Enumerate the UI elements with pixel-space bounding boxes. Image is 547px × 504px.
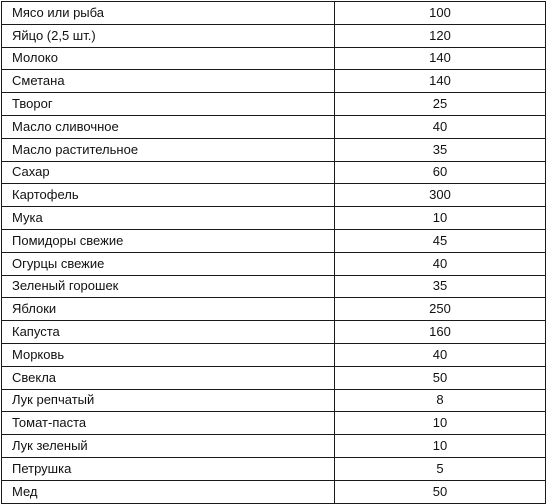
product-cell: Свекла [2,366,335,389]
product-cell: Мясо или рыба [2,2,335,25]
amount-cell: 5 [335,457,546,480]
product-cell: Сахар [2,161,335,184]
table-row [2,412,546,435]
amount-cell: 40 [335,343,546,366]
amount-cell: 10 [335,207,546,230]
product-cell: Масло растительное [2,138,335,161]
product-cell: Лук зеленый [2,435,335,458]
amount-cell: 40 [335,252,546,275]
table-row [2,24,546,47]
product-cell: Масло сливочное [2,115,335,138]
amount-cell: 8 [335,389,546,412]
product-cell: Мед [2,480,335,503]
amount-cell: 160 [335,321,546,344]
amount-cell: 250 [335,298,546,321]
table-row [2,138,546,161]
table-row [2,389,546,412]
table-row [2,2,546,25]
product-cell: Петрушка [2,457,335,480]
table-row [2,457,546,480]
amount-cell: 40 [335,115,546,138]
amount-cell: 25 [335,93,546,116]
amount-cell: 140 [335,70,546,93]
amount-cell: 35 [335,275,546,298]
amount-cell: 35 [335,138,546,161]
product-cell: Сметана [2,70,335,93]
table-row [2,343,546,366]
amount-cell: 60 [335,161,546,184]
product-cell: Яйцо (2,5 шт.) [2,24,335,47]
amount-cell: 300 [335,184,546,207]
table-row [2,229,546,252]
table-row [2,184,546,207]
amount-cell: 120 [335,24,546,47]
product-cell: Капуста [2,321,335,344]
amount-cell: 10 [335,435,546,458]
product-cell: Помидоры свежие [2,229,335,252]
amount-cell: 10 [335,412,546,435]
amount-cell: 140 [335,47,546,70]
product-cell: Яблоки [2,298,335,321]
table-row [2,366,546,389]
product-cell: Зеленый горошек [2,275,335,298]
table-row [2,70,546,93]
amount-cell: 100 [335,2,546,25]
product-cell: Творог [2,93,335,116]
amount-cell: 50 [335,480,546,503]
table-row [2,93,546,116]
table-row [2,435,546,458]
table-row [2,207,546,230]
product-cell: Томат-паста [2,412,335,435]
table-row [2,480,546,503]
product-cell: Мука [2,207,335,230]
table-body [2,2,546,504]
table-row [2,298,546,321]
amount-cell: 45 [335,229,546,252]
product-cell: Морковь [2,343,335,366]
table-row [2,161,546,184]
table-row [2,47,546,70]
amount-cell: 50 [335,366,546,389]
table-row [2,321,546,344]
food-amount-table [1,1,546,504]
table-row [2,275,546,298]
product-cell: Огурцы свежие [2,252,335,275]
product-cell: Картофель [2,184,335,207]
table-row [2,115,546,138]
product-cell: Молоко [2,47,335,70]
table-row [2,252,546,275]
product-cell: Лук репчатый [2,389,335,412]
